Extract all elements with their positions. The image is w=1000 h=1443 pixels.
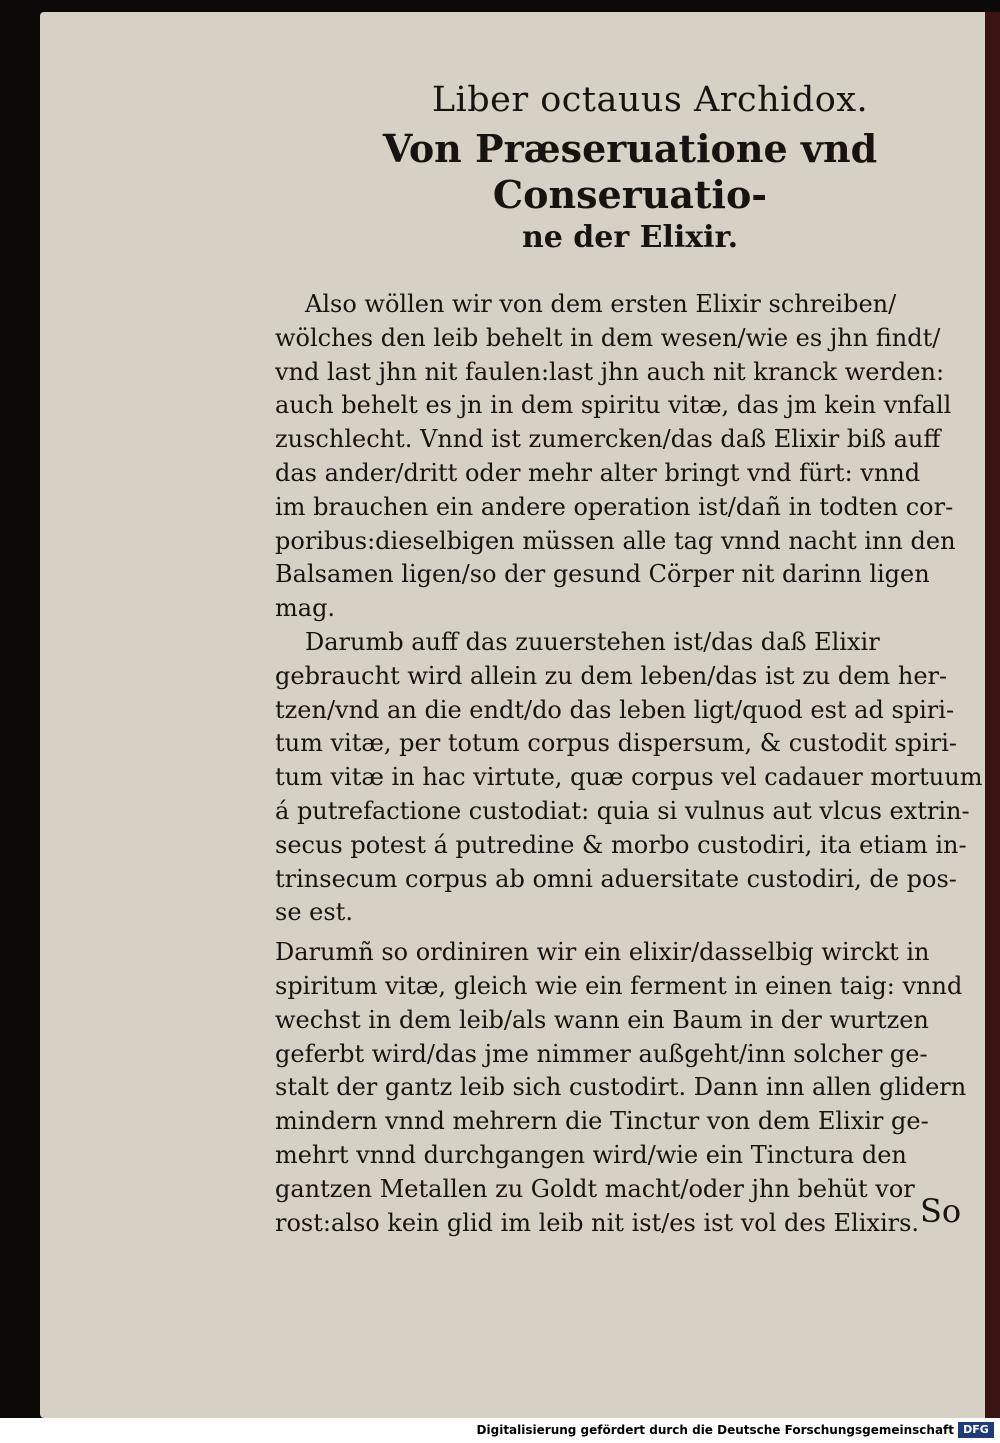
text-line: wechst in dem leib/als wann ein Baum in der wurtzen <box>275 1005 929 1034</box>
text-line: tum vitæ, per totum corpus dispersum, & custodit spiri- <box>275 729 957 758</box>
text-line: im brauchen ein andere operation ist/dañ in todten cor- <box>275 492 954 521</box>
text-line: poribus:dieselbigen müssen alle tag vnnd nacht inn den <box>275 526 956 555</box>
page-edge <box>985 12 1000 1418</box>
text-line: tzen/vnd an die endt/do das leben ligt/quod est ad spiri- <box>275 695 955 724</box>
text-line: gebraucht wird allein zu dem leben/das ist zu dem her- <box>275 661 948 690</box>
text-line: auch behelt es jn in dem spiritu vitæ, das jm kein vnfall <box>275 391 952 420</box>
footer-bar <box>0 1418 1000 1443</box>
text-block <box>275 80 985 1240</box>
paragraph-2 <box>275 626 985 930</box>
text-line: vnd last jhn nit faulen:last jhn auch nit kranck werden: <box>275 357 945 386</box>
text-line: Balsamen ligen/so der gesund Cörper nit darinn ligen <box>275 560 930 589</box>
text-line: geferbt wird/das jme nimmer außgeht/inn solcher ge- <box>275 1039 928 1068</box>
paragraph-3 <box>275 936 985 1240</box>
text-line: tum vitæ in hac virtute, quæ corpus vel cadauer mortuum <box>275 763 983 792</box>
text-line: spiritum vitæ, gleich wie ein ferment in einen taig: vnnd <box>275 971 963 1000</box>
text-line: Darumñ so ordiniren wir ein elixir/dasselbig wirckt in <box>275 938 930 967</box>
text-line: á putrefactione custodiat: quia si vulnus aut vlcus extrin- <box>275 796 970 825</box>
paragraph-1 <box>275 288 985 626</box>
text-line: secus potest á putredine & morbo custodiri, ita etiam in- <box>275 830 967 859</box>
funding-credit: Digitalisierung gefördert durch die Deutsche Forschungsgemeinschaft <box>476 1423 954 1437</box>
text-line: zuschlecht. Vnnd ist zumercken/das daß Elixir biß auff <box>275 425 941 454</box>
text-line: rost:also kein glid im leib nit ist/es ist vol des Elixirs. <box>275 1208 920 1237</box>
text-line: stalt der gantz leib sich custodirt. Dann inn allen glidern <box>275 1073 967 1102</box>
text-line: Darumb auff das zuuerstehen ist/das daß Elixir <box>305 627 880 656</box>
running-head: Liber octauus Archidox. <box>431 80 869 120</box>
text-line: se est. <box>275 898 353 927</box>
text-line: gantzen Metallen zu Goldt macht/oder jhn behüt vor <box>275 1174 915 1203</box>
catchword: So <box>920 1192 962 1230</box>
text-line: das ander/dritt oder mehr alter bringt vnd fürt: vnnd <box>275 458 921 487</box>
text-line: mag. <box>275 594 336 623</box>
dfg-logo-icon: DFG <box>958 1422 994 1438</box>
text-line: mindern vnnd mehrern die Tinctur von dem Elixir ge- <box>275 1107 929 1136</box>
section-heading: Von Præseruatione vnd Conseruatio- <box>382 126 878 217</box>
text-line: Also wöllen wir von dem ersten Elixir schreiben/ <box>305 290 897 318</box>
text-line: wölches den leib behelt in dem wesen/wie es jhn findt/ <box>275 323 941 352</box>
text-line: mehrt vnnd durchgangen wird/wie ein Tinctura den <box>275 1140 907 1169</box>
text-line: trinsecum corpus ab omni aduersitate custodiri, de pos- <box>275 864 957 893</box>
section-heading-continued: ne der Elixir. <box>521 220 739 255</box>
